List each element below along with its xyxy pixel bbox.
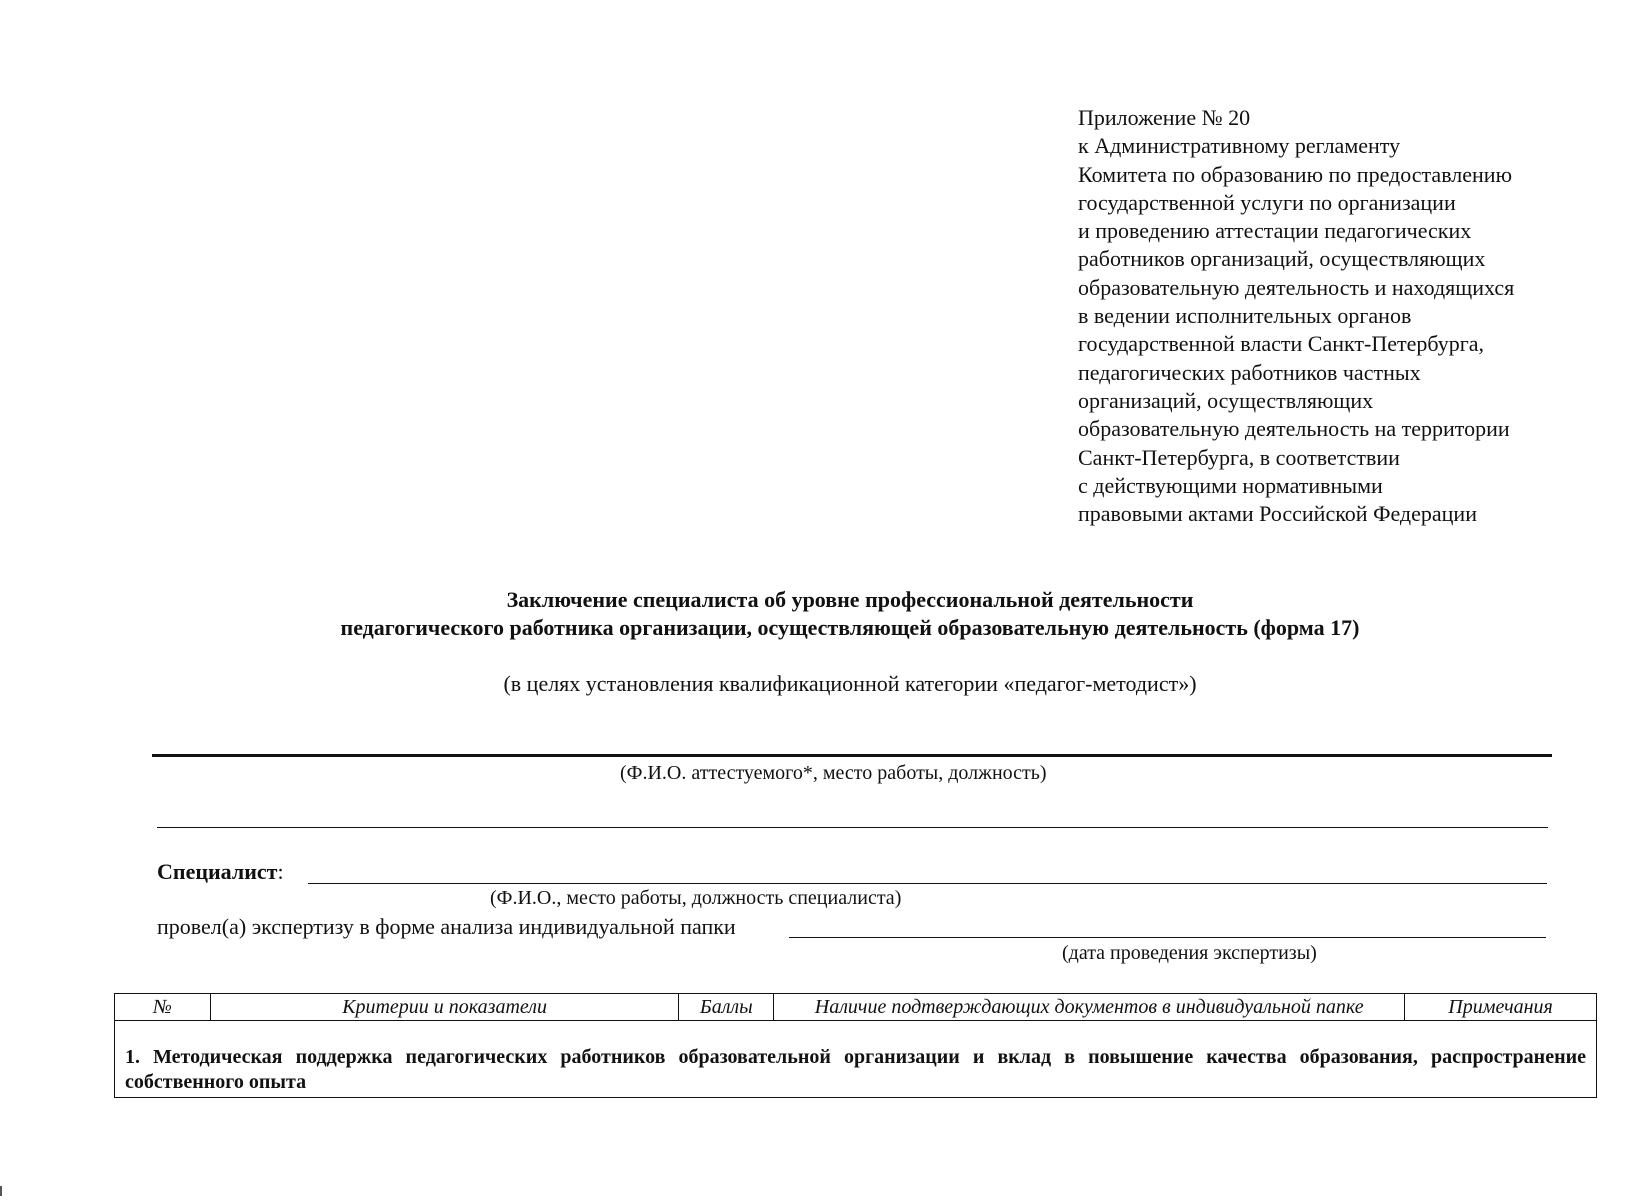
appendix-line: педагогических работников частных [1078,359,1421,385]
appendix-line: Комитета по образованию по предоставлению [1078,161,1513,187]
appendix-line: образовательную деятельность и находящихся [1078,274,1515,300]
margin-mark [0,1186,2,1196]
appendix-line: с действующими нормативными [1078,472,1383,498]
document-title-line-2: педагогического работника организации, осуществляющей образовательную деятельность (форма 17) [340,615,1360,640]
specialist-label-row [157,858,284,886]
appendix-line: и проведению аттестации педагогических [1078,218,1472,244]
fio-fill-line [152,754,1552,757]
appendix-line: Санкт-Петербурга, в соответствии [1078,444,1400,470]
specialist-colon: : [277,859,284,884]
appendix-header [1078,104,1598,528]
appendix-line: образовательную деятельность на территории [1078,416,1510,442]
header-criteria: Критерии и показатели [210,994,678,1021]
appendix-line: Приложение № 20 [1078,105,1251,130]
fio-caption: (Ф.И.О. аттестуемого*, место работы, должность) [620,762,1047,784]
date-caption: (дата проведения экспертизы) [1062,942,1317,964]
specialist-label: Специалист [157,859,278,884]
specialist-caption: (Ф.И.О., место работы, должность специалиста) [490,887,902,909]
criteria-table [114,993,1597,1098]
header-documents: Наличие подтверждающих документов в индивидуальной папке [774,994,1405,1021]
appendix-line: работников организаций, осуществляющих [1078,246,1486,272]
date-fill-line [789,937,1546,938]
header-number: № [115,994,211,1021]
exam-text: провел(а) экспертизу в форме анализа индивидуальной папки [157,914,736,939]
appendix-line: к Административному регламенту [1078,133,1401,159]
appendix-line: государственной услуги по организации [1078,189,1456,215]
document-title-line-1: Заключение специалиста об уровне профессиональной деятельности [506,587,1194,612]
specialist-fill-line [308,883,1547,884]
document-subtitle: (в целях установления квалификационной категории «педагог-методист») [503,671,1197,696]
section-1-heading: 1. Методическая поддержка педагогических работников образовательной организации и вклад в повышение качества образования, распространение собственного опыта [115,1021,1597,1098]
header-points: Баллы [679,994,774,1021]
table-row [115,1021,1597,1098]
appendix-line: государственной власти Санкт-Петербурга, [1078,331,1485,357]
appendix-line: правовыми актами Российской Федерации [1078,501,1477,527]
second-fill-line [157,827,1548,828]
appendix-line: в ведении исполнительных органов [1078,303,1412,329]
appendix-line: организаций, осуществляющих [1078,387,1374,413]
header-notes: Примечания [1405,994,1597,1021]
table-header-row [115,994,1597,1021]
